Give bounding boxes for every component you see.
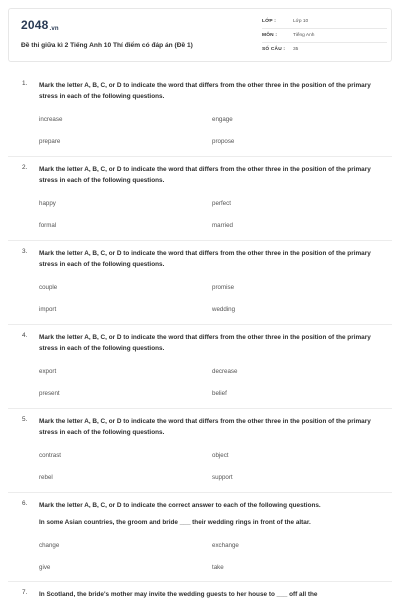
question-text: Mark the letter A, B, C, or D to indicate the word that differs from the other three in the position of the primary stress in each of the following questions. <box>39 250 371 268</box>
question-number: 7. <box>22 589 28 596</box>
question-text: Mark the letter A, B, C, or D to indicate the word that differs from the other three in the position of the primary stress in each of the following questions. <box>39 82 371 100</box>
option-a[interactable]: export <box>39 368 57 375</box>
question-divider <box>8 408 392 409</box>
option-d[interactable]: propose <box>212 138 235 145</box>
option-c[interactable]: rebel <box>39 474 53 481</box>
site-logo[interactable] <box>21 18 59 32</box>
option-d[interactable]: take <box>212 564 224 571</box>
question-divider <box>8 324 392 325</box>
question-divider <box>8 581 392 582</box>
question-divider <box>8 240 392 241</box>
question-text: Mark the letter A, B, C, or D to indicate the correct answer to each of the following questions. <box>39 502 321 509</box>
question-number: 4. <box>22 332 28 339</box>
option-c[interactable]: give <box>39 564 51 571</box>
option-a[interactable]: contrast <box>39 452 62 459</box>
exam-header <box>8 8 392 62</box>
meta-subject-value: Tiếng Anh <box>293 33 315 38</box>
option-d[interactable]: support <box>212 474 233 481</box>
question-number: 6. <box>22 500 28 507</box>
meta-subject-row <box>262 29 387 43</box>
option-a[interactable]: happy <box>39 200 56 207</box>
meta-class-row <box>262 15 387 29</box>
exam-title: Đề thi giữa kì 2 Tiếng Anh 10 Thí điểm có đáp án (Đề 1) <box>21 42 193 49</box>
question-number: 1. <box>22 80 28 87</box>
question-text: Mark the letter A, B, C, or D to indicate the word that differs from the other three in the position of the primary stress in each of the following questions. <box>39 418 371 436</box>
option-b[interactable]: object <box>212 452 229 459</box>
option-b[interactable]: promise <box>212 284 235 291</box>
option-b[interactable]: perfect <box>212 200 231 207</box>
option-b[interactable]: engage <box>212 116 233 123</box>
meta-count-value: 35 <box>293 47 299 52</box>
logo-suffix: .vn <box>49 26 59 32</box>
meta-subject-label: MÔN : <box>262 33 278 38</box>
option-b[interactable]: exchange <box>212 542 239 549</box>
option-c[interactable]: import <box>39 306 57 313</box>
question-text: Mark the letter A, B, C, or D to indicate the word that differs from the other three in the position of the primary stress in each of the following questions. <box>39 334 371 352</box>
question-stem: In some Asian countries, the groom and bride ___ their wedding rings in front of the altar. <box>39 519 311 526</box>
question-number: 5. <box>22 416 28 423</box>
option-c[interactable]: present <box>39 390 60 397</box>
meta-class-label: LỚP : <box>262 19 277 24</box>
option-a[interactable]: increase <box>39 116 63 123</box>
question-divider <box>8 492 392 493</box>
option-a[interactable]: couple <box>39 284 58 291</box>
question-text: In Scotland, the bride's mother may invite the wedding guests to her house to ___ off all the <box>39 591 318 598</box>
question-divider <box>8 156 392 157</box>
meta-count-label: SỐ CÂU : <box>262 47 286 52</box>
question-number: 3. <box>22 248 28 255</box>
option-d[interactable]: wedding <box>212 306 236 313</box>
option-c[interactable]: prepare <box>39 138 61 145</box>
option-d[interactable]: married <box>212 222 233 229</box>
question-number: 2. <box>22 164 28 171</box>
logo-text: 2048 <box>21 18 49 32</box>
meta-class-value: Lớp 10 <box>293 19 309 24</box>
option-b[interactable]: decrease <box>212 368 238 375</box>
option-c[interactable]: formal <box>39 222 57 229</box>
option-d[interactable]: belief <box>212 390 227 397</box>
meta-count-row <box>262 43 387 57</box>
exam-meta <box>262 15 387 57</box>
option-a[interactable]: change <box>39 542 60 549</box>
question-text: Mark the letter A, B, C, or D to indicate the word that differs from the other three in the position of the primary stress in each of the following questions. <box>39 166 371 184</box>
